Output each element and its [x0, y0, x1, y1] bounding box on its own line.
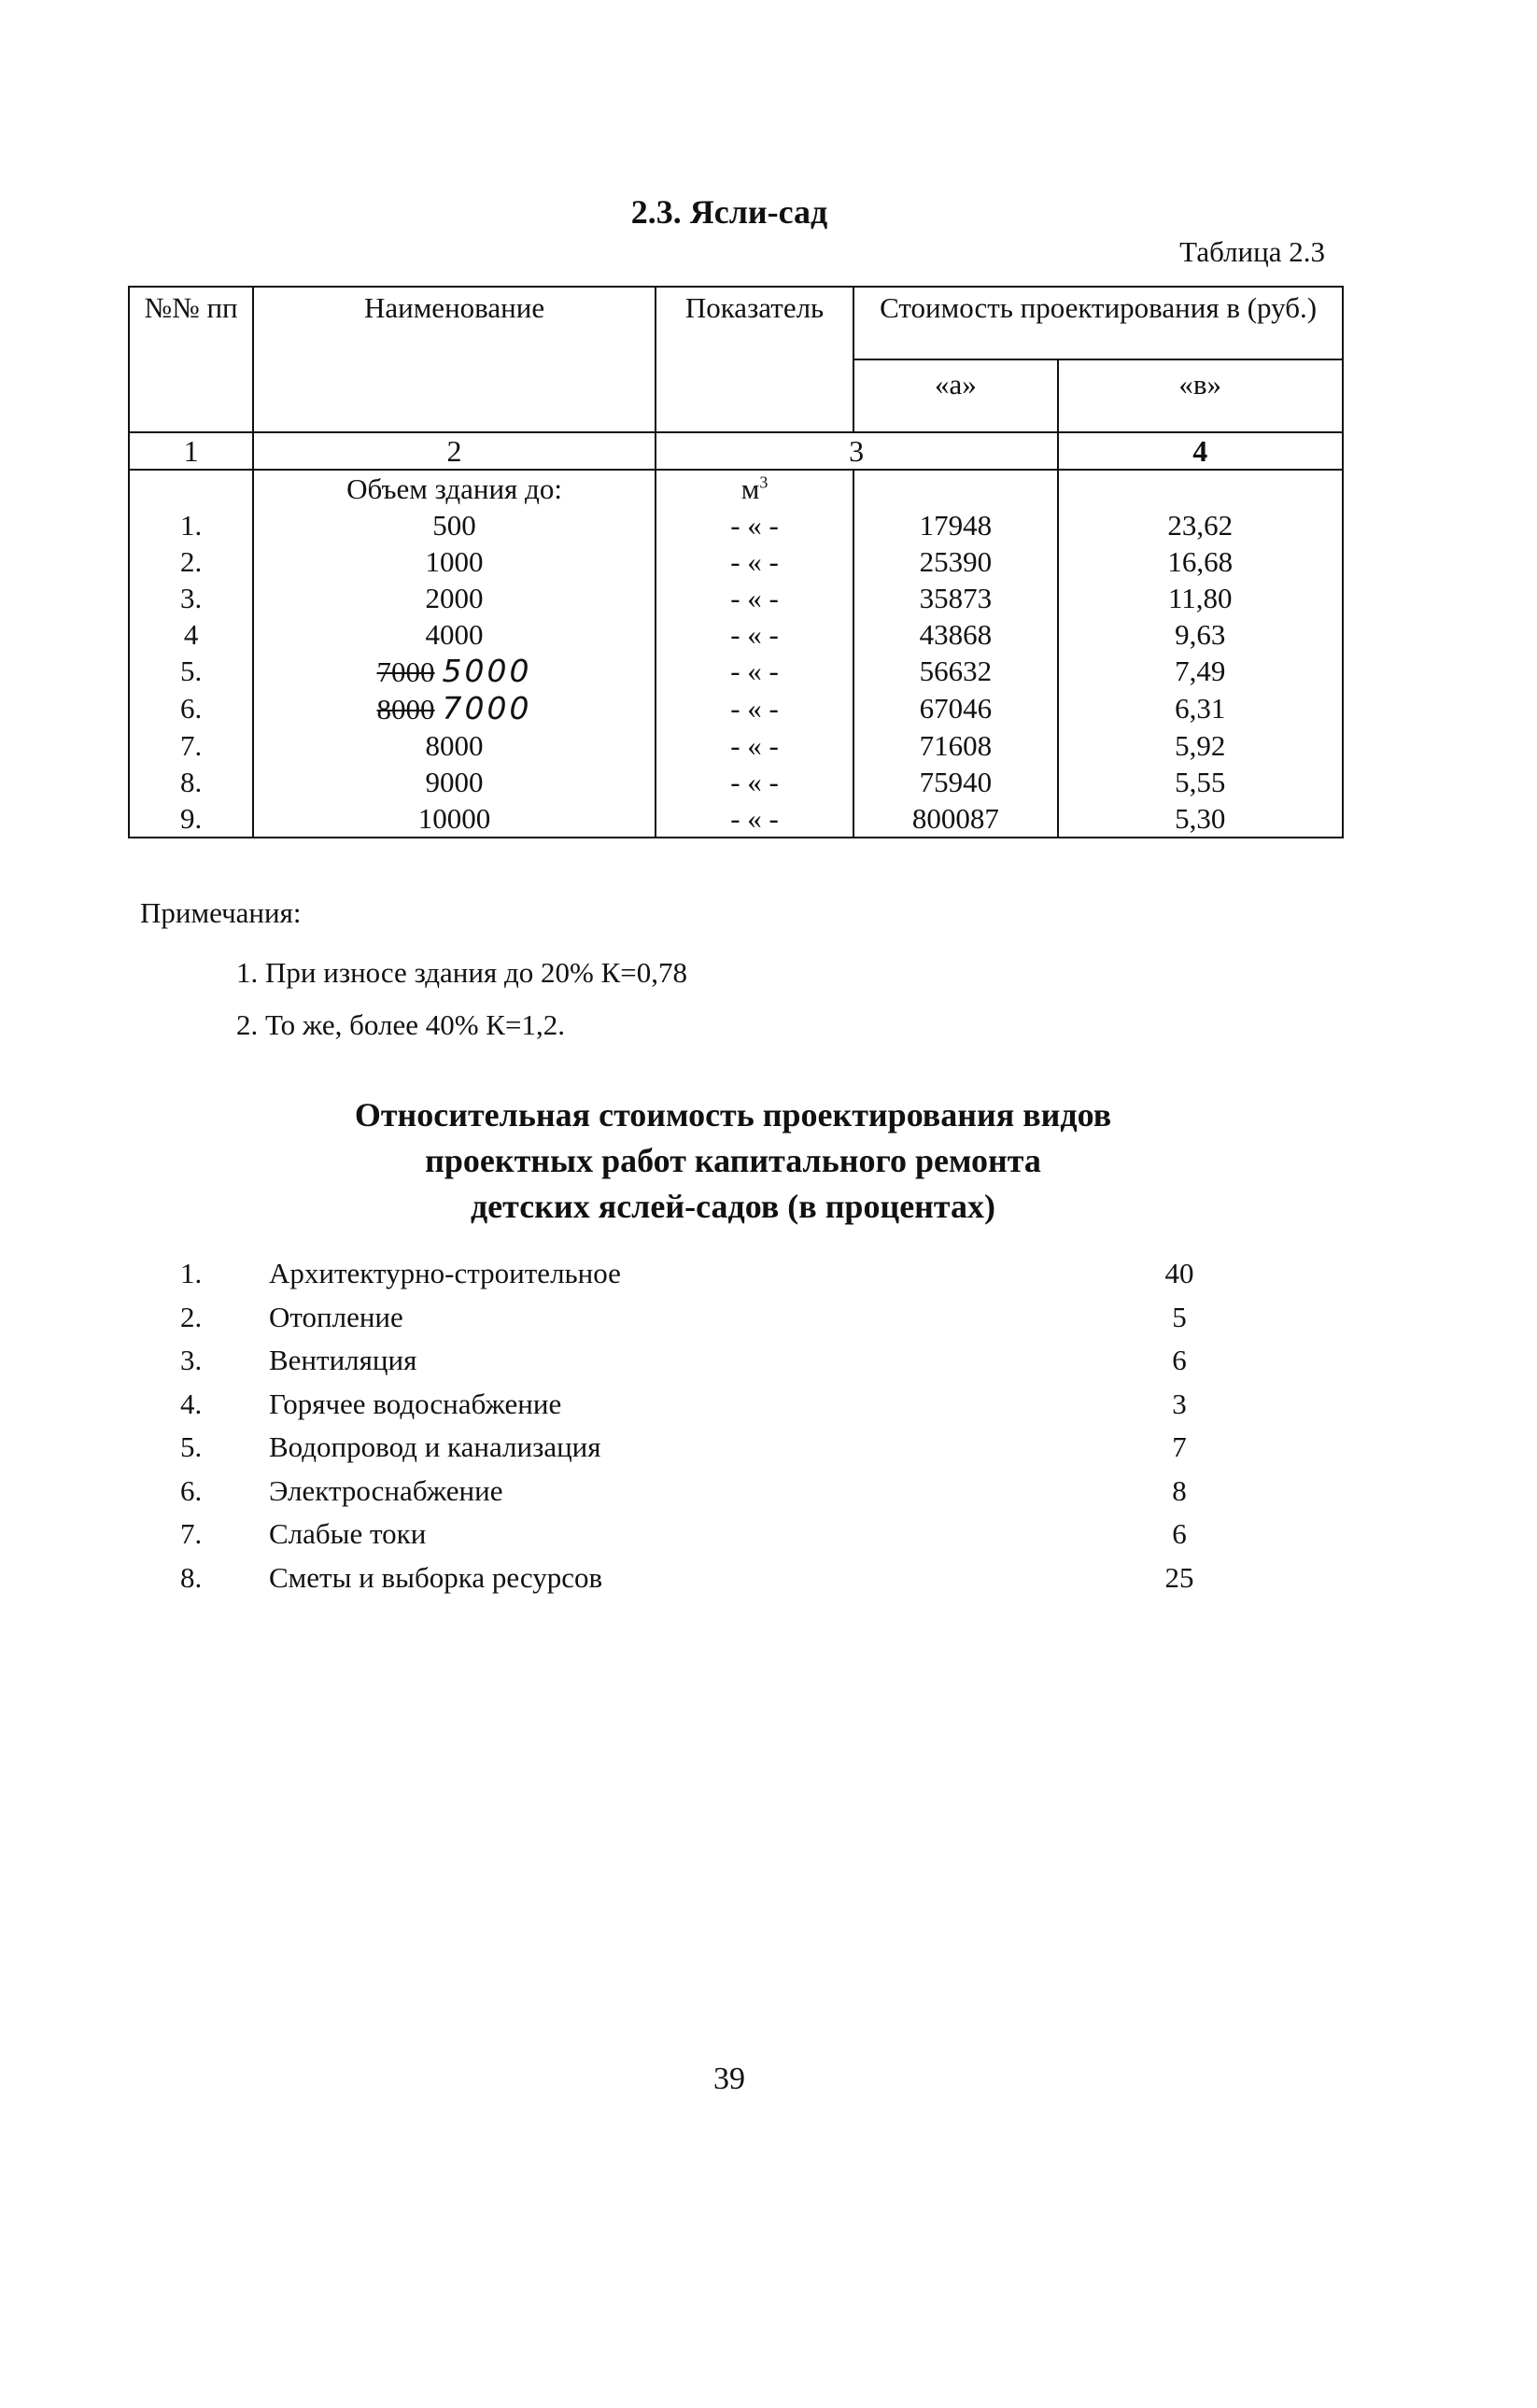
- row-number: 2.: [129, 543, 253, 580]
- row-cost-a: 71608: [853, 727, 1057, 764]
- column-number: 1: [129, 432, 253, 470]
- header-indicator: Показатель: [656, 287, 853, 432]
- column-number: 4: [1058, 432, 1344, 470]
- row-cost-b: 7,49: [1058, 653, 1344, 690]
- header-no: №№ пп: [129, 287, 253, 432]
- row-number: 9.: [129, 800, 253, 838]
- item-percent: 6: [1172, 1344, 1187, 1376]
- item-percent: 8: [1172, 1473, 1187, 1507]
- row-cost-b: 23,62: [1058, 507, 1344, 543]
- table-row: [129, 580, 1343, 616]
- row-indicator: - « -: [656, 764, 853, 800]
- row-cost-b: 5,92: [1058, 727, 1344, 764]
- list-item: [180, 1257, 1207, 1294]
- item-number: 6.: [180, 1473, 203, 1507]
- intro-row-unit: $м^3$: [656, 470, 853, 507]
- header-col-a: «а»: [853, 359, 1057, 432]
- struck-value: 8000: [376, 693, 435, 725]
- table-row: [129, 727, 1343, 764]
- row-cost-a: 25390: [853, 543, 1057, 580]
- row-indicator: - « -: [656, 653, 853, 690]
- row-cost-b: 6,31: [1058, 690, 1344, 727]
- item-number: 7.: [180, 1517, 203, 1550]
- item-percent: 3: [1172, 1387, 1187, 1420]
- item-label: Сметы и выборка ресурсов: [269, 1560, 603, 1594]
- row-cost-a: 800087: [853, 800, 1057, 838]
- row-indicator: - « -: [656, 690, 853, 727]
- row-name: 1000: [253, 543, 656, 580]
- row-number: 5.: [129, 653, 253, 690]
- item-label: Архитектурно-строительное: [269, 1257, 621, 1289]
- note-item: 2. То же, более 40% К=1,2.: [236, 1008, 565, 1041]
- handwritten-correction: 5000: [442, 653, 532, 689]
- row-cost-b: 5,55: [1058, 764, 1344, 800]
- table-row: [129, 616, 1343, 653]
- list-item: [180, 1474, 1207, 1512]
- row-name: [253, 690, 656, 727]
- header-col-b: «в»: [1058, 359, 1344, 432]
- section-heading: [0, 1092, 1466, 1230]
- row-cost-b: 9,63: [1058, 616, 1344, 653]
- list-item: [180, 1344, 1207, 1381]
- row-indicator: - « -: [656, 616, 853, 653]
- list-item: [180, 1301, 1207, 1338]
- heading-line: проектных работ капитального ремонта: [425, 1142, 1041, 1179]
- struck-value: 7000: [376, 655, 435, 688]
- row-cost-a: 43868: [853, 616, 1057, 653]
- header-cost: Стоимость проектирования в (руб.): [853, 287, 1343, 359]
- row-number: 7.: [129, 727, 253, 764]
- heading-line: детских яслей-садов (в процентах): [470, 1188, 996, 1225]
- item-number: 1.: [180, 1257, 203, 1289]
- item-percent: 7: [1172, 1430, 1187, 1463]
- notes-title: Примечания:: [140, 896, 302, 929]
- row-number: 1.: [129, 507, 253, 543]
- item-percent: 25: [1164, 1560, 1194, 1594]
- row-number: 6.: [129, 690, 253, 727]
- row-cost-a: 75940: [853, 764, 1057, 800]
- item-percent: 5: [1172, 1300, 1187, 1333]
- item-number: 2.: [180, 1300, 203, 1333]
- row-name: 10000: [253, 800, 656, 838]
- page-number: 39: [713, 2062, 745, 2096]
- item-label: Вентиляция: [269, 1344, 417, 1376]
- note-item: 1. При износе здания до 20% К=0,78: [236, 956, 687, 989]
- row-name: 2000: [253, 580, 656, 616]
- handwritten-correction: 7000: [442, 690, 532, 726]
- list-item: [180, 1387, 1207, 1425]
- item-label: Водопровод и канализация: [269, 1430, 601, 1463]
- row-number: 4: [129, 616, 253, 653]
- item-label: Электроснабжение: [269, 1473, 503, 1507]
- row-number: 8.: [129, 764, 253, 800]
- item-number: 5.: [180, 1430, 203, 1463]
- header-name: Наименование: [253, 287, 656, 432]
- item-percent: 6: [1172, 1517, 1187, 1550]
- cost-table: [128, 286, 1344, 838]
- row-indicator: - « -: [656, 800, 853, 838]
- row-indicator: - « -: [656, 507, 853, 543]
- row-cost-a: 35873: [853, 580, 1057, 616]
- row-cost-b: 11,80: [1058, 580, 1344, 616]
- row-name: 9000: [253, 764, 656, 800]
- table-row: [129, 653, 1343, 690]
- intro-row-label: Объем здания до:: [253, 470, 656, 507]
- item-label: Отопление: [269, 1300, 403, 1333]
- list-item: [180, 1430, 1207, 1468]
- row-name: 4000: [253, 616, 656, 653]
- heading-line: Относительная стоимость проектирования видов: [354, 1096, 1112, 1134]
- row-indicator: - « -: [656, 727, 853, 764]
- section-title: 2.3. Ясли-сад: [630, 193, 828, 231]
- row-name: [253, 653, 656, 690]
- row-cost-b: 5,30: [1058, 800, 1344, 838]
- column-number: 2: [253, 432, 656, 470]
- column-number: 3: [656, 432, 1058, 470]
- row-number: 3.: [129, 580, 253, 616]
- row-cost-a: 56632: [853, 653, 1057, 690]
- item-number: 8.: [180, 1560, 203, 1594]
- item-number: 4.: [180, 1387, 203, 1420]
- row-cost-a: 67046: [853, 690, 1057, 727]
- table-row: [129, 800, 1343, 838]
- list-item: [180, 1561, 1207, 1598]
- item-percent: 40: [1164, 1257, 1194, 1289]
- table-row: [129, 507, 1343, 543]
- list-item: [180, 1517, 1207, 1555]
- table-row: [129, 543, 1343, 580]
- item-number: 3.: [180, 1344, 203, 1376]
- row-cost-a: 17948: [853, 507, 1057, 543]
- item-label: Горячее водоснабжение: [269, 1387, 562, 1420]
- row-name: 500: [253, 507, 656, 543]
- table-row: [129, 764, 1343, 800]
- table-row: [129, 690, 1343, 727]
- row-indicator: - « -: [656, 580, 853, 616]
- row-name: 8000: [253, 727, 656, 764]
- row-cost-b: 16,68: [1058, 543, 1344, 580]
- table-caption: Таблица 2.3: [1179, 235, 1325, 268]
- row-indicator: - « -: [656, 543, 853, 580]
- item-label: Слабые токи: [269, 1517, 427, 1550]
